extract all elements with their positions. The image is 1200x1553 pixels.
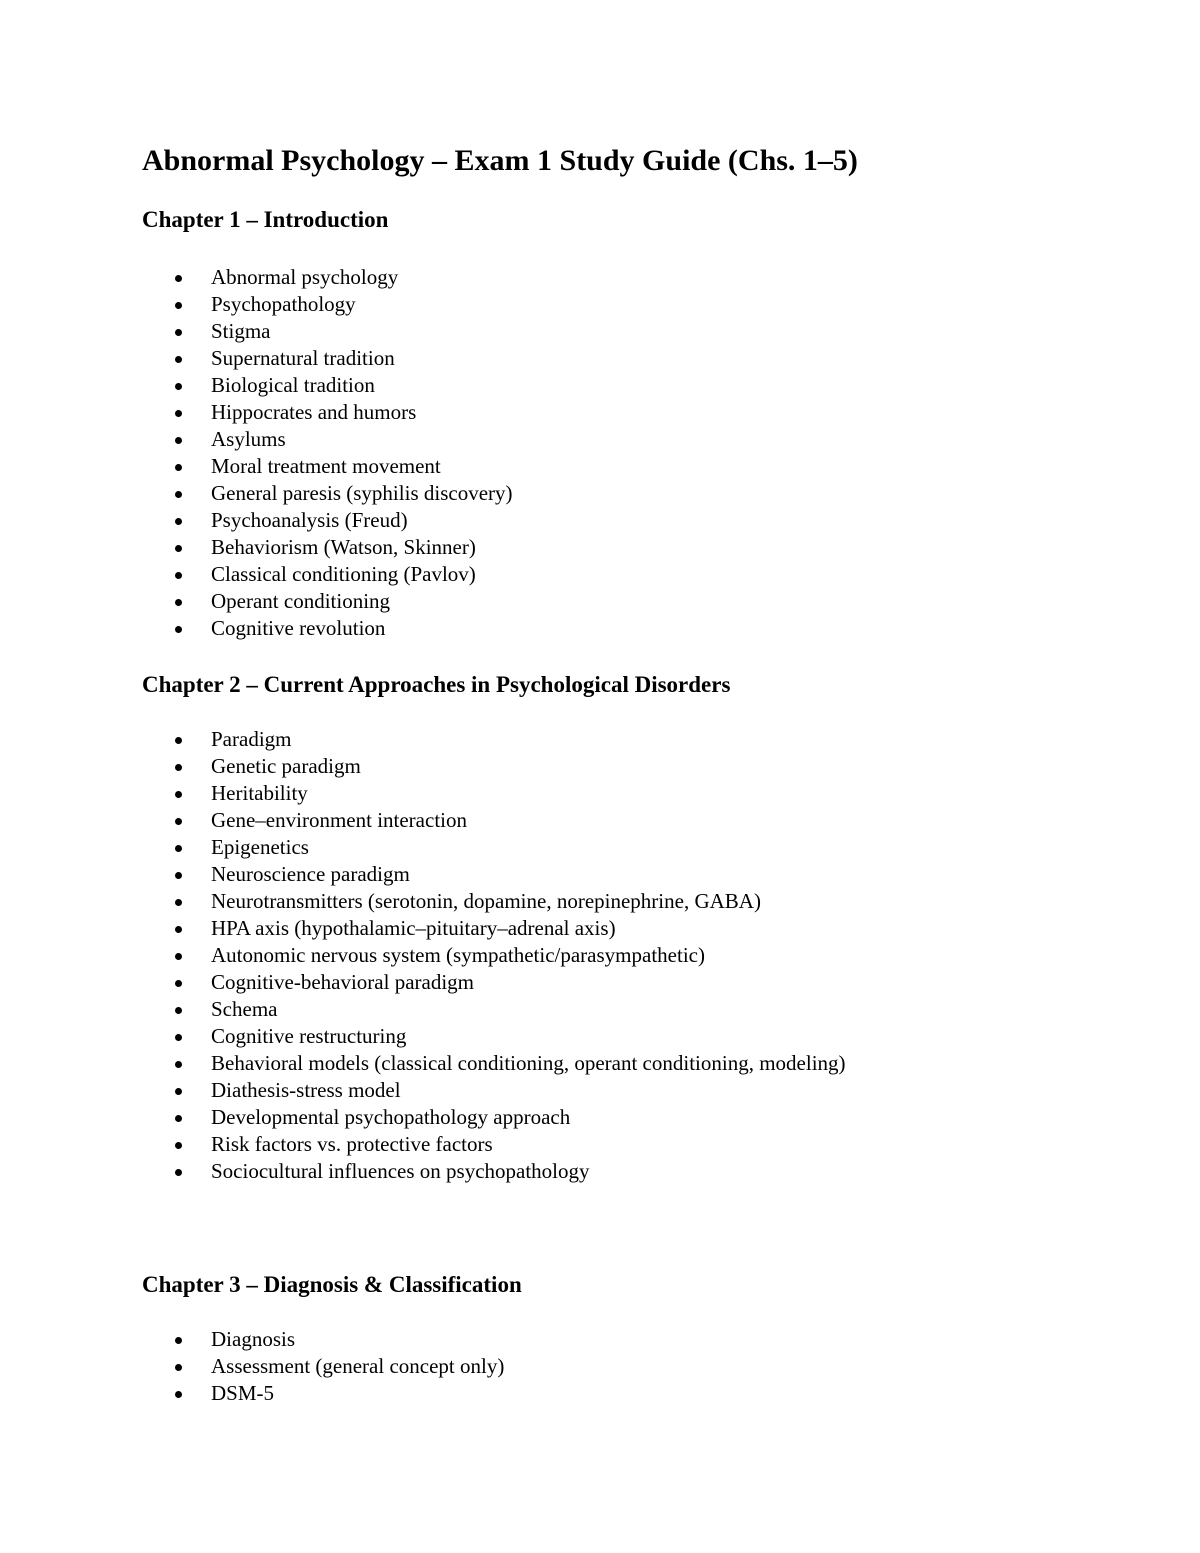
list-item-text: Abnormal psychology xyxy=(211,265,399,289)
chapter-3-term-list xyxy=(142,1326,1142,1407)
list-item xyxy=(142,372,1142,399)
list-item xyxy=(142,561,1142,588)
bullet-icon xyxy=(175,953,182,960)
list-item-text: Behavioral models (classical conditioning, operant conditioning, modeling) xyxy=(211,1051,846,1075)
list-item xyxy=(142,291,1142,318)
list-item xyxy=(142,534,1142,561)
bullet-icon xyxy=(175,356,182,363)
chapter-2-section xyxy=(142,669,1142,1185)
document-title: Abnormal Psychology – Exam 1 Study Guide (Chs. 1–5) xyxy=(142,144,858,177)
list-item-text: Biological tradition xyxy=(211,373,375,397)
list-item-text: Operant conditioning xyxy=(211,589,391,613)
list-item xyxy=(142,426,1142,453)
bullet-icon xyxy=(175,383,182,390)
bullet-icon xyxy=(175,764,182,771)
list-item-text: Heritability xyxy=(211,781,308,805)
bullet-icon xyxy=(175,329,182,336)
chapter-2-heading: Chapter 2 – Current Approaches in Psychological Disorders xyxy=(142,672,731,697)
list-item xyxy=(142,726,1142,753)
list-item-text: Behaviorism (Watson, Skinner) xyxy=(211,535,476,559)
list-item-text: HPA axis (hypothalamic–pituitary–adrenal axis) xyxy=(211,916,616,940)
chapter-1-section xyxy=(142,204,1142,642)
bullet-icon xyxy=(175,791,182,798)
list-item xyxy=(142,861,1142,888)
list-item-text: Sociocultural influences on psychopathology xyxy=(211,1159,590,1183)
bullet-icon xyxy=(175,518,182,525)
list-item-text: Genetic paradigm xyxy=(211,754,361,778)
chapter-3-section xyxy=(142,1269,1142,1407)
bullet-icon xyxy=(175,980,182,987)
chapter-1-heading: Chapter 1 – Introduction xyxy=(142,207,389,232)
list-item xyxy=(142,507,1142,534)
list-item xyxy=(142,915,1142,942)
list-item-text: Epigenetics xyxy=(211,835,309,859)
bullet-icon xyxy=(175,1115,182,1122)
list-item xyxy=(142,942,1142,969)
list-item xyxy=(142,1023,1142,1050)
list-item xyxy=(142,1158,1142,1185)
list-item-text: Stigma xyxy=(211,319,271,343)
list-item xyxy=(142,1326,1142,1353)
bullet-icon xyxy=(175,464,182,471)
chapter-1-term-list xyxy=(142,264,1142,642)
list-item xyxy=(142,588,1142,615)
bullet-icon xyxy=(175,818,182,825)
list-item xyxy=(142,969,1142,996)
list-item xyxy=(142,996,1142,1023)
bullet-icon xyxy=(175,599,182,606)
list-item-text: Paradigm xyxy=(211,727,292,751)
bullet-icon xyxy=(175,1364,182,1371)
list-item-text: Cognitive restructuring xyxy=(211,1024,407,1048)
list-item-text: Developmental psychopathology approach xyxy=(211,1105,571,1129)
list-item-text: Autonomic nervous system (sympathetic/parasympathetic) xyxy=(211,943,705,967)
bullet-icon xyxy=(175,275,182,282)
bullet-icon xyxy=(175,926,182,933)
list-item xyxy=(142,1077,1142,1104)
list-item xyxy=(142,1380,1142,1407)
chapter-2-term-list xyxy=(142,726,1142,1185)
list-item-text: Moral treatment movement xyxy=(211,454,441,478)
bullet-icon xyxy=(175,1007,182,1014)
list-item xyxy=(142,399,1142,426)
list-item-text: Diathesis-stress model xyxy=(211,1078,401,1102)
bullet-icon xyxy=(175,1337,182,1344)
list-item xyxy=(142,1050,1142,1077)
list-item xyxy=(142,753,1142,780)
bullet-icon xyxy=(175,410,182,417)
list-item-text: Diagnosis xyxy=(211,1327,295,1351)
list-item xyxy=(142,780,1142,807)
list-item xyxy=(142,615,1142,642)
list-item xyxy=(142,1104,1142,1131)
list-item-text: General paresis (syphilis discovery) xyxy=(211,481,513,505)
bullet-icon xyxy=(175,899,182,906)
list-item-text: Classical conditioning (Pavlov) xyxy=(211,562,476,586)
list-item-text: DSM-5 xyxy=(211,1381,275,1405)
list-item-text: Psychopathology xyxy=(211,292,356,316)
list-item-text: Schema xyxy=(211,997,278,1021)
list-item xyxy=(142,888,1142,915)
bullet-icon xyxy=(175,1034,182,1041)
bullet-icon xyxy=(175,545,182,552)
list-item xyxy=(142,834,1142,861)
bullet-icon xyxy=(175,872,182,879)
chapter-3-heading: Chapter 3 – Diagnosis & Classification xyxy=(142,1272,522,1297)
list-item xyxy=(142,453,1142,480)
list-item-text: Neurotransmitters (serotonin, dopamine, norepinephrine, GABA) xyxy=(211,889,761,913)
bullet-icon xyxy=(175,1142,182,1149)
list-item xyxy=(142,807,1142,834)
list-item xyxy=(142,1353,1142,1380)
list-item-text: Asylums xyxy=(211,427,286,451)
list-item-text: Cognitive revolution xyxy=(211,616,386,640)
list-item-text: Neuroscience paradigm xyxy=(211,862,410,886)
list-item xyxy=(142,318,1142,345)
list-item-text: Supernatural tradition xyxy=(211,346,395,370)
list-item-text: Gene–environment interaction xyxy=(211,808,467,832)
bullet-icon xyxy=(175,1061,182,1068)
list-item xyxy=(142,345,1142,372)
list-item xyxy=(142,480,1142,507)
list-item xyxy=(142,1131,1142,1158)
bullet-icon xyxy=(175,437,182,444)
bullet-icon xyxy=(175,1391,182,1398)
list-item xyxy=(142,264,1142,291)
bullet-icon xyxy=(175,491,182,498)
bullet-icon xyxy=(175,1088,182,1095)
list-item-text: Hippocrates and humors xyxy=(211,400,417,424)
bullet-icon xyxy=(175,845,182,852)
bullet-icon xyxy=(175,302,182,309)
bullet-icon xyxy=(175,1169,182,1176)
bullet-icon xyxy=(175,737,182,744)
list-item-text: Assessment (general concept only) xyxy=(211,1354,505,1378)
bullet-icon xyxy=(175,572,182,579)
list-item-text: Risk factors vs. protective factors xyxy=(211,1132,493,1156)
bullet-icon xyxy=(175,626,182,633)
list-item-text: Cognitive-behavioral paradigm xyxy=(211,970,475,994)
list-item-text: Psychoanalysis (Freud) xyxy=(211,508,408,532)
